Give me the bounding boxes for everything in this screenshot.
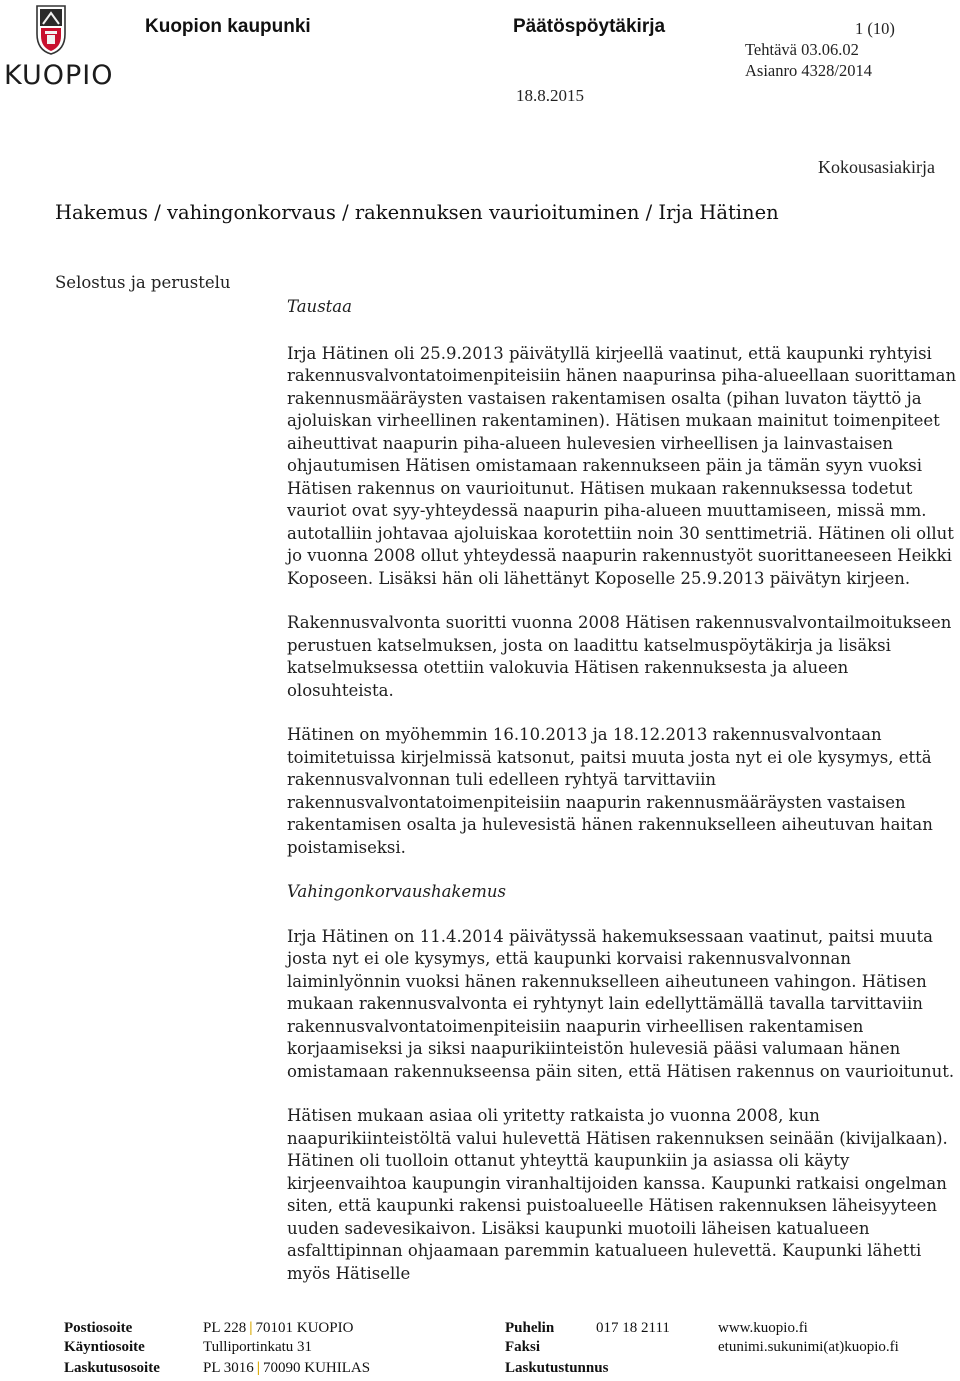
document-type: Päätöspöytäkirja <box>513 16 666 37</box>
task-code: Tehtävä 03.06.02 <box>745 40 859 59</box>
separator-bar: | <box>256 1360 261 1376</box>
subheading-taustaa: Taustaa <box>287 297 352 316</box>
footer-email-address[interactable]: etunimi.sukunimi(at)kuopio.fi <box>718 1339 899 1355</box>
footer-postiosoite-box: PL 228 <box>203 1320 247 1336</box>
footer-laskutusosoite-box: PL 3016 <box>203 1360 254 1376</box>
footer-kayntiosoite-value: Tulliportinkatu 31 <box>203 1339 313 1355</box>
meeting-date: 18.8.2015 <box>516 86 584 105</box>
meeting-document-type: Kokousasiakirja <box>818 157 935 177</box>
paragraph-5: Hätisen mukaan asiaa oli yritetty ratkaista jo vuonna 2008, kun naapurikiinteistöltä valui hulevettä Hätisen rakennuksen seinään (kivijalkaan). Hätinen oli tuolloin ottanut yhteyttä kaupunkiin ja asiassa oli käyty kirjeenvaihtoa kaupungin viranhaltijoiden kanssa. Kaupunki ratkaisi ongelman siten, että kaupunki rakensi puistoalueelle Hätisen rakennuksen läheisyyteen uuden sadevesikaivon. Lisäksi kaupunki muotoili läheisen katualueen asfalttipinnan ohjaamaan paremmin katualueen hulevettä. Kaupunki lähetti myös Hätiselle <box>287 1106 948 1283</box>
logo-text: KUOPIO <box>4 60 114 91</box>
footer-laskutusosoite-city: 70090 KUHILAS <box>263 1360 371 1376</box>
footer-postiosoite-value <box>203 1320 353 1337</box>
paragraph-2: Rakennusvalvonta suoritti vuonna 2008 Hätisen rakennusvalvontailmoitukseen perustuen katselmuksen, josta on laadittu katselmuspöytäkirja ja lisäksi katselmuksessa otettiin valokuvia Hätisen rakennuksesta ja alueen olosuhteista. <box>287 613 952 700</box>
page-footer <box>0 1320 960 1380</box>
document-body <box>287 296 957 1285</box>
footer-website-link[interactable]: www.kuopio.fi <box>718 1320 808 1336</box>
subheading-vahingonkorvaushakemus: Vahingonkorvaushakemus <box>287 882 506 901</box>
page-number: 1 (10) <box>855 19 895 38</box>
footer-kayntiosoite-label: Käyntiosoite <box>64 1339 145 1355</box>
document-title: Hakemus / vahingonkorvaus / rakennuksen vaurioituminen / Irja Hätinen <box>55 201 779 224</box>
footer-puhelin-value: 017 18 2111 <box>596 1320 670 1336</box>
paragraph-4: Irja Hätinen on 11.4.2014 päivätyssä hakemuksessaan vaatinut, paitsi muuta josta nyt ei ole kysymys, että kaupunki korvaisi rakennusvalvonnan laiminlyönnin vuoksi hänen rakennukselleen aiheutuneen vahingon. Hätisen mukaan rakennusvalvonta ei ryhtynyt lain edellyttämällä tavalla tarvittaviin rakennusvalvontatoimenpiteisiin naapurin virheellisen rakentamisen korjaamiseksi ja siksi naapurikiinteistön hulevesiä pääsi valumaan hänen omistamaan rakennukseensa päin siten, että Hätisen rakennus on vaurioitunut. <box>287 926 955 1081</box>
kuopio-crest-icon <box>35 4 67 56</box>
separator-bar: | <box>249 1320 253 1336</box>
section-label: Selostus ja perustelu <box>55 273 231 292</box>
footer-laskutusosoite-value <box>203 1360 370 1377</box>
footer-postiosoite-city: 70101 KUOPIO <box>255 1320 354 1336</box>
organization-name: Kuopion kaupunki <box>145 16 311 37</box>
paragraph-3: Hätinen on myöhemmin 16.10.2013 ja 18.12.2013 rakennusvalvontaan toimitetuissa kirjelmissä katsonut, paitsi muuta josta nyt ei ole kysymys, että rakennusvalvonnan tuli edelleen ryhtyä tarvittaviin rakennusvalvontatoimenpiteisiin naapurin rakennusmääräysten vastaisen rakentamisen osalta ja hulevesistä hänen rakennukselleen aiheutuvan haitan poistamiseksi. <box>287 725 933 857</box>
footer-puhelin-label: Puhelin <box>505 1320 555 1336</box>
footer-postiosoite-label: Postiosoite <box>64 1320 133 1336</box>
footer-laskutustunnus-label: Laskutustunnus <box>505 1360 609 1376</box>
kuopio-logo <box>4 4 114 94</box>
footer-faksi-label: Faksi <box>505 1339 541 1355</box>
case-number: Asianro 4328/2014 <box>745 61 872 80</box>
footer-laskutusosoite-label: Laskutusosoite <box>64 1360 160 1376</box>
paragraph-1: Irja Hätinen oli 25.9.2013 päivätyllä kirjeellä vaatinut, että kaupunki ryhtyisi rakennusvalvontatoimenpiteisiin hänen naapurinsa piha-alueellaan suorittaman rakennusmääräysten vastaisen rakentamisen osalta (pihan luvaton täyttö ja ajoluiskan virheellinen rakentaminen). Hätisen mukaan mainitut toimenpiteet aiheuttivat naapurin piha-alueen hulevesien virheellisen ja lainvastaisen ohjautumisen Hätisen omistamaan rakennukseen päin ja tämän syyn vuoksi Hätisen rakennus on vaurioitunut. Hätisen mukaan rakennuksessa todetut vauriot ovat syy-yhteydessä naapurin piha-alueen muuttamiseen, missä mm. autotalliin johtavaa ajoluiskaa korotettiin noin 30 senttimetriä. Hätinen oli ollut jo vuonna 2008 ollut yhteydessä naapurin rakennustyöt suorittaneeseen Heikki Koposeen. Lisäksi hän oli lähettänyt Koposelle 25.9.2013 päivätyn kirjeen. <box>287 343 957 588</box>
